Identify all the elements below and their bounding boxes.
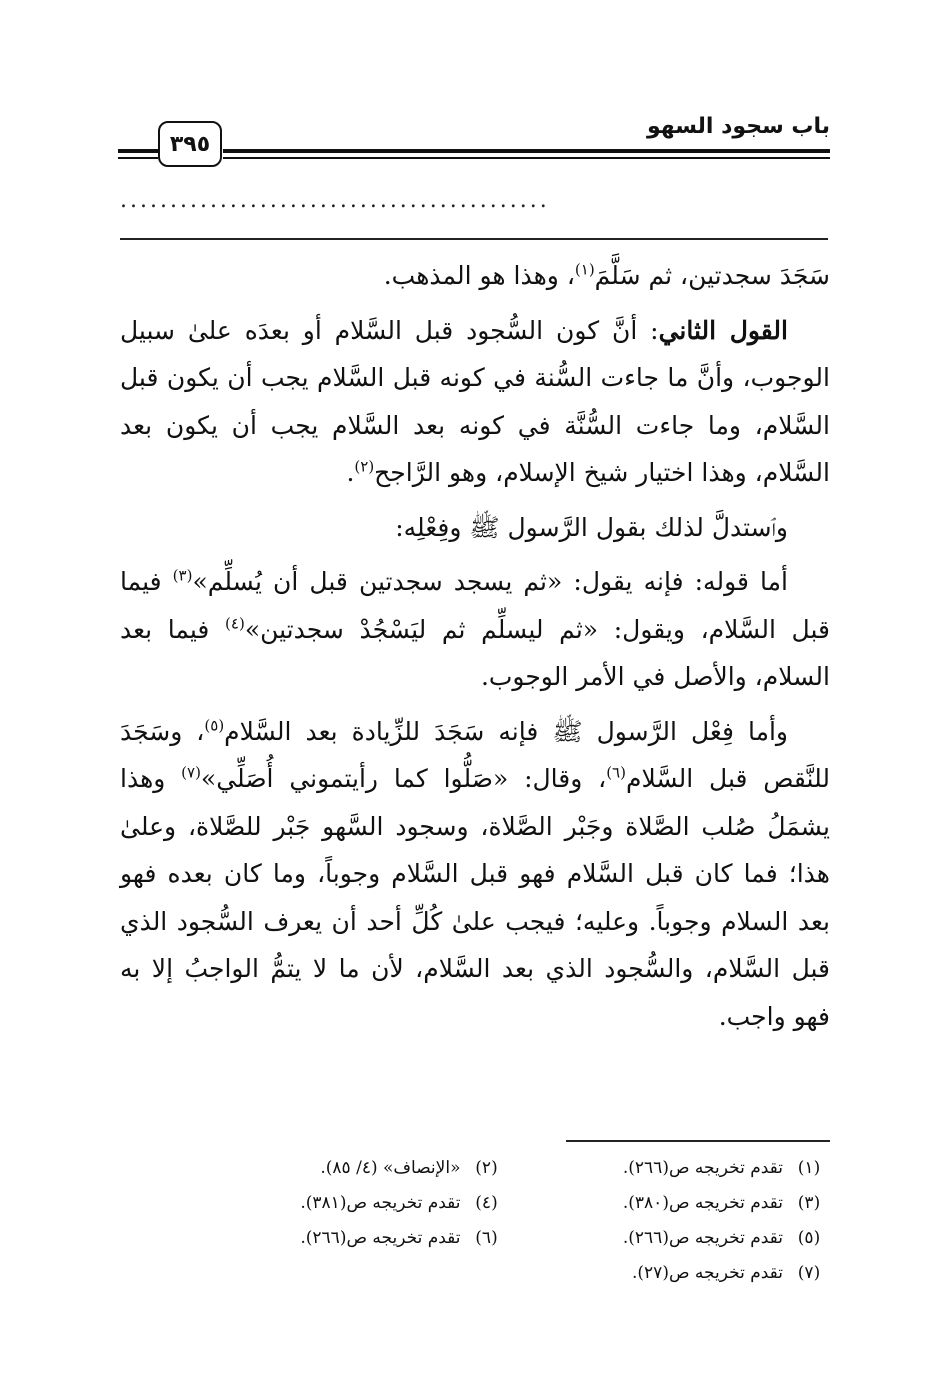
footnote-number: (١) bbox=[797, 1157, 821, 1178]
chapter-title: باب سجود السهو bbox=[646, 114, 830, 139]
p5-text-a: وأما فِعْل الرَّسول ﷺ فإنه سَجَدَ للزِّيادة بعد السَّلام bbox=[224, 716, 788, 746]
p5-text-b: ، وسَجَدَ للنَّقص قبل السَّلام bbox=[120, 716, 830, 793]
header-rule-thin bbox=[223, 157, 830, 159]
footnote-number: (٧) bbox=[797, 1262, 821, 1283]
footnote-number: (٢) bbox=[475, 1157, 498, 1178]
paragraph-5 bbox=[120, 708, 830, 1041]
footnote-ref-5[interactable]: (٥) bbox=[204, 716, 225, 735]
second-opinion-heading: القول الثاني bbox=[658, 315, 788, 345]
footnote-6 bbox=[190, 1228, 513, 1248]
p4-text-b: فيما قبل السَّلام، ويقول: «ثم ليسلِّم ثم ليَسْجُدْ سجدتين» bbox=[120, 567, 830, 644]
footnote-number: (٣) bbox=[797, 1192, 821, 1213]
footnote-ref-3[interactable]: (٣) bbox=[172, 566, 193, 585]
footnote-row bbox=[190, 1150, 835, 1185]
paragraph-2 bbox=[120, 307, 830, 497]
footnotes bbox=[190, 1150, 835, 1290]
p4-text-c: فيما بعد السلام، والأصل في الأمر الوجوب. bbox=[120, 614, 830, 691]
footnote-7 bbox=[470, 1263, 835, 1283]
text-top-rule bbox=[120, 238, 828, 240]
footnote-1 bbox=[513, 1158, 836, 1178]
p3-text: وٱستدلَّ لذلك بقول الرَّسول ﷺ وفِعْلِه: bbox=[395, 512, 788, 542]
footnote-number: (٦) bbox=[475, 1227, 498, 1248]
page-number: ٣٩٥ bbox=[158, 121, 222, 167]
footnote-ref-7[interactable]: (٧) bbox=[181, 763, 201, 782]
footnote-row bbox=[190, 1185, 835, 1220]
p5-text-d: وهذا يشمَلُ صُلب الصَّلاة وجَبْر الصَّلاة، وسجود السَّهو جَبْر للصَّلاة، وعلىٰ هذا؛ فما كان قبل السَّلام فهو قبل السَّلام وجوباً، وما كان بعده فهو بعد السلام وجوباً. وعليه؛ فيجب علىٰ كُلِّ أحد أن يعرف السُّجود الذي قبل السَّلام، والسُّجود الذي بعد السَّلام، لأن ما لا يتمُّ الواجبُ إلا به فهو واجب. bbox=[120, 764, 830, 1031]
p1-end: ، وهذا هو المذهب. bbox=[383, 261, 575, 290]
p1-text: سَجَدَ سجدتين، ثم سَلَّمَ bbox=[594, 261, 830, 290]
footnote-5 bbox=[513, 1228, 836, 1248]
page-header bbox=[118, 108, 830, 170]
footnote-ref-1[interactable]: (١) bbox=[574, 260, 595, 279]
p2-text: : أنَّ كون السُّجود قبل السَّلام أو بعدَه علىٰ سبيل الوجوب، وأنَّ ما جاءت السُّنة في كونه قبل السَّلام يجب أن يكون قبل السَّلام، وما جاءت السُّنَّة في كونه بعد السَّلام يجب أن يكون بعد السَّلام، وهذا اختيار شيخ الإسلام، وهو الرَّاجح bbox=[120, 315, 830, 487]
footnote-4 bbox=[190, 1193, 513, 1213]
footnote-ref-2[interactable]: (٢) bbox=[354, 457, 375, 476]
footnote-ref-6[interactable]: (٦) bbox=[606, 763, 626, 782]
paragraph-4 bbox=[120, 558, 830, 701]
footnote-text: تقدم تخريجه ص(٣٨٠). bbox=[622, 1192, 783, 1213]
header-rule-left-thin bbox=[118, 157, 158, 159]
footnote-number: (٤) bbox=[475, 1192, 498, 1213]
footnote-2 bbox=[190, 1158, 513, 1178]
footnote-number: (٥) bbox=[797, 1227, 821, 1248]
footnote-rule bbox=[566, 1140, 830, 1142]
paragraph-1 bbox=[120, 252, 830, 300]
footnote-text: تقدم تخريجه ص(٢٦٦). bbox=[300, 1227, 461, 1248]
footnote-row bbox=[190, 1255, 835, 1290]
footnote-text: تقدم تخريجه ص(٢٧). bbox=[632, 1262, 783, 1283]
paragraph-3 bbox=[120, 504, 830, 552]
header-rule-left bbox=[118, 149, 158, 153]
footnote-text: تقدم تخريجه ص(٢٦٦). bbox=[622, 1157, 783, 1178]
footnote-ref-4[interactable]: (٤) bbox=[225, 614, 245, 633]
footnote-row bbox=[190, 1220, 835, 1255]
body-text bbox=[120, 252, 830, 1047]
footnote-text: تقدم تخريجه ص(٢٦٦). bbox=[622, 1227, 783, 1248]
header-rule bbox=[223, 149, 830, 153]
dotted-separator: ........................................... bbox=[120, 188, 550, 213]
p4-text-a: أما قوله: فإنه يقول: «ثم يسجد سجدتين قبل أن يُسلِّم» bbox=[192, 567, 788, 596]
footnote-3 bbox=[513, 1193, 836, 1213]
p5-text-c: ، وقال: «صَلُّوا كما رأيتموني أُصَلِّي» bbox=[200, 764, 607, 793]
footnote-text: تقدم تخريجه ص(٣٨١). bbox=[300, 1192, 461, 1213]
footnote-text: «الإنصاف» (٤/ ٨٥). bbox=[320, 1157, 461, 1178]
p2-end: . bbox=[346, 458, 355, 487]
